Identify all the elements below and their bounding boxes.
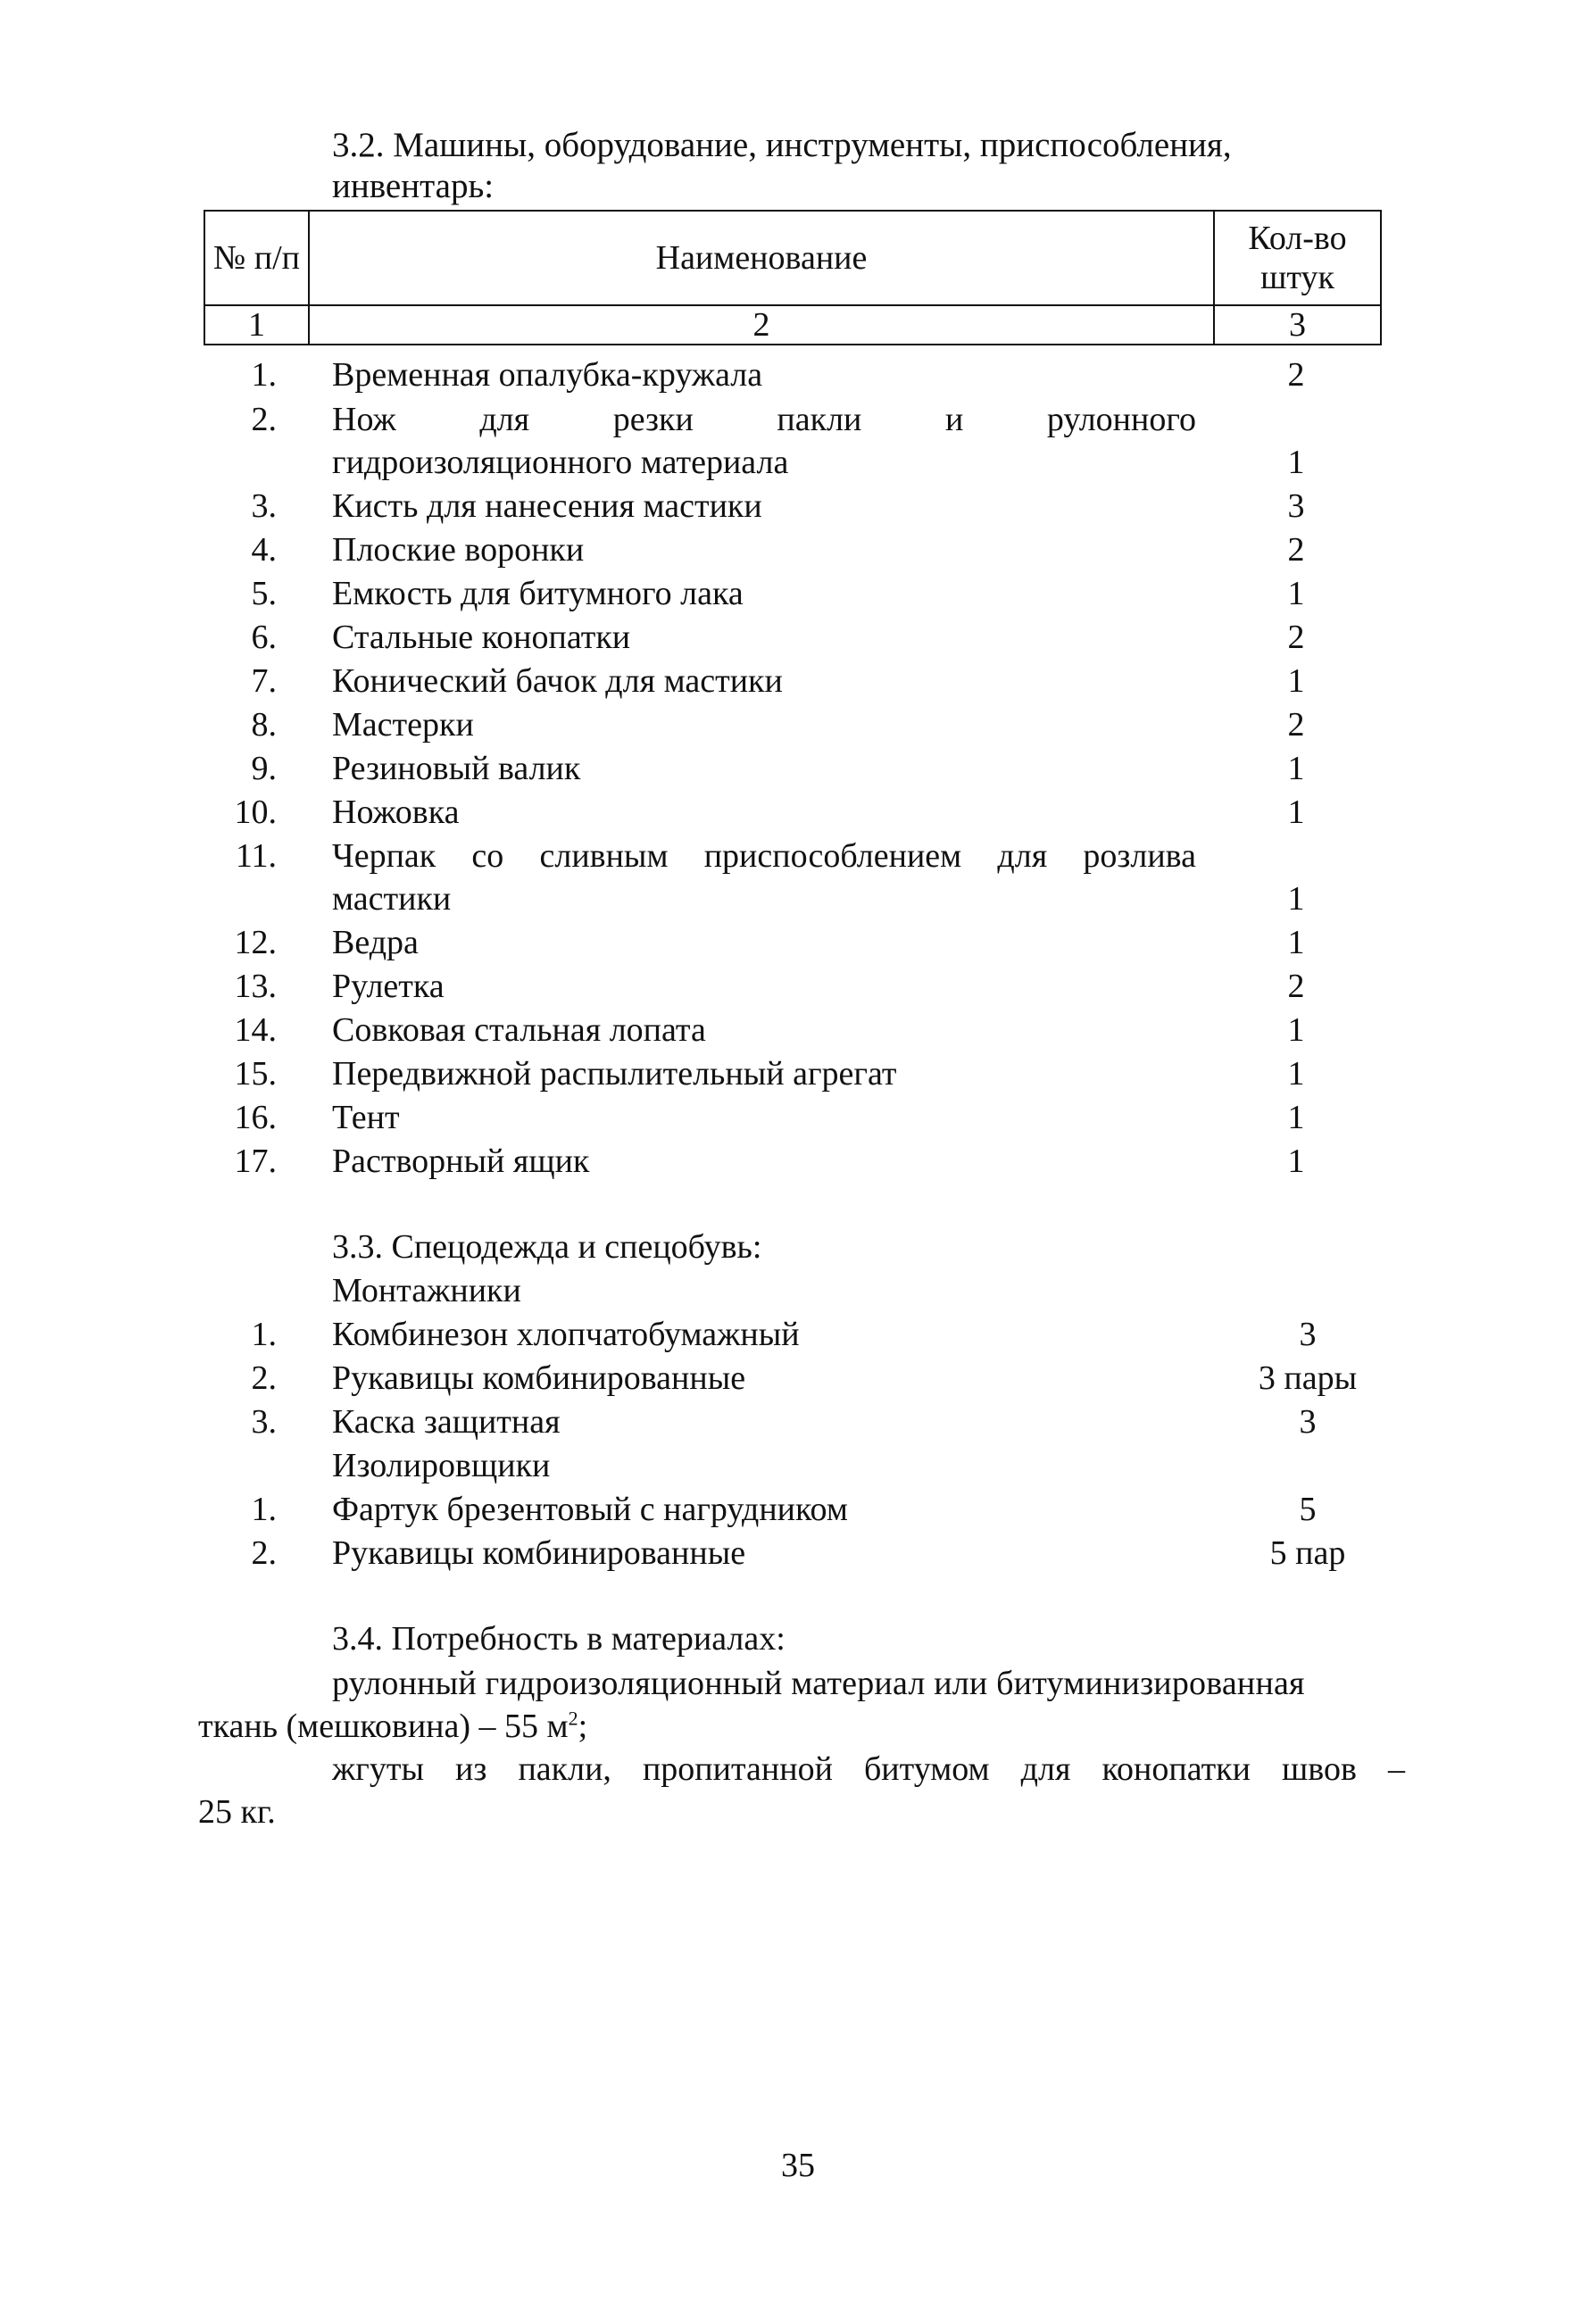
equipment-qty: 1 [1287, 444, 1305, 481]
header-index-2: 2 [309, 305, 1214, 345]
equipment-num: 1. [251, 356, 277, 394]
equipment-qty: 2 [1287, 706, 1305, 744]
equipment-qty: 3 [1287, 487, 1305, 525]
header-num: № п/п [204, 211, 309, 305]
word: пропитанной [642, 1750, 833, 1788]
word: резки [612, 401, 694, 438]
group-title: Изолировщики [332, 1447, 551, 1484]
word: пакли, [518, 1750, 611, 1788]
equipment-name: Тент [332, 1099, 400, 1136]
workwear-name: Фартук брезентовый с нагрудником [332, 1491, 848, 1528]
workwear-num: 2. [251, 1359, 277, 1397]
equipment-num: 2. [251, 401, 277, 438]
equipment-name: Стальные конопатки [332, 619, 631, 656]
materials-line-3 [332, 1748, 1405, 1791]
page-number: 35 [781, 2147, 815, 2184]
word: приспособлением [703, 837, 962, 875]
equipment-num: 15. [234, 1055, 277, 1093]
word: Черпак [332, 837, 436, 875]
word: и [944, 401, 964, 438]
equipment-name: Емкость для битумного лака [332, 575, 744, 612]
equipment-name-line2: гидроизоляционного материала [332, 444, 789, 481]
word: швов [1282, 1750, 1357, 1788]
equipment-num: 9. [251, 750, 277, 787]
workwear-qty: 3 пары [1258, 1359, 1358, 1397]
workwear-name: Рукавицы комбинированные [332, 1359, 746, 1397]
semicolon: ; [578, 1708, 588, 1745]
equipment-name: Рулетка [332, 968, 445, 1005]
equipment-table-header [204, 210, 1382, 345]
equipment-name-line1 [332, 398, 1196, 441]
workwear-qty: 3 [1299, 1316, 1317, 1353]
word: для [479, 401, 530, 438]
header-name: Наименование [309, 211, 1214, 305]
section-3-2-title [332, 125, 1359, 207]
equipment-num: 14. [234, 1011, 277, 1049]
equipment-qty: 2 [1287, 356, 1305, 394]
equipment-name: Кисть для нанесения мастики [332, 487, 762, 525]
equipment-qty: 1 [1287, 662, 1305, 700]
header-index-1: 1 [204, 305, 309, 345]
workwear-qty: 5 [1299, 1491, 1317, 1528]
header-qty: Кол-во штук [1214, 211, 1381, 305]
equipment-name: Плоские воронки [332, 531, 585, 569]
equipment-num: 11. [235, 837, 277, 875]
section-3-2-title-text: 3.2. Машины, оборудование, инструменты, приспособления, инвентарь: [332, 126, 1232, 205]
group-title: Монтажники [332, 1272, 521, 1309]
equipment-num: 17. [234, 1143, 277, 1180]
section-3-3-title: 3.3. Спецодежда и спецобувь: [332, 1228, 762, 1266]
equipment-name-line2: мастики [332, 880, 452, 918]
equipment-qty: 1 [1287, 794, 1305, 831]
equipment-num: 7. [251, 662, 277, 700]
equipment-name: Передвижной распылительный агрегат [332, 1055, 897, 1093]
equipment-num: 3. [251, 487, 277, 525]
equipment-num: 6. [251, 619, 277, 656]
materials-line-2 [198, 1705, 587, 1748]
workwear-qty: 3 [1299, 1403, 1317, 1441]
equipment-qty: 1 [1287, 924, 1305, 961]
equipment-name: Временная опалубка-кружала [332, 356, 763, 394]
equipment-qty: 1 [1287, 750, 1305, 787]
word: пакли [777, 401, 862, 438]
equipment-num: 8. [251, 706, 277, 744]
equipment-num: 13. [234, 968, 277, 1005]
equipment-name: Конический бачок для мастики [332, 662, 783, 700]
word: – [1387, 1750, 1405, 1788]
equipment-name: Ведра [332, 924, 419, 961]
workwear-name: Каска защитная [332, 1403, 561, 1441]
word: для [997, 837, 1048, 875]
equipment-name: Резиновый валик [332, 750, 581, 787]
word: битумом [863, 1750, 990, 1788]
materials-line-1: рулонный гидроизоляционный материал или битуминизированная [332, 1665, 1305, 1702]
equipment-qty: 2 [1287, 619, 1305, 656]
equipment-qty: 1 [1287, 1143, 1305, 1180]
section-3-4-title: 3.4. Потребность в материалах: [332, 1620, 786, 1658]
equipment-num: 10. [234, 794, 277, 831]
workwear-num: 1. [251, 1491, 277, 1528]
materials-line-2-text: ткань (мешковина) – 55 м [198, 1708, 569, 1745]
equipment-qty: 1 [1287, 1011, 1305, 1049]
word: розлива [1083, 837, 1196, 875]
equipment-num: 16. [234, 1099, 277, 1136]
workwear-num: 2. [251, 1534, 277, 1572]
equipment-qty: 1 [1287, 880, 1305, 918]
equipment-name: Растворный ящик [332, 1143, 590, 1180]
workwear-name: Комбинезон хлопчатобумажный [332, 1316, 800, 1353]
word: Нож [332, 401, 396, 438]
equipment-name-line1 [332, 835, 1196, 877]
workwear-name: Рукавицы комбинированные [332, 1534, 746, 1572]
equipment-qty: 2 [1287, 531, 1305, 569]
workwear-qty: 5 пар [1269, 1534, 1346, 1572]
equipment-qty: 2 [1287, 968, 1305, 1005]
workwear-num: 3. [251, 1403, 277, 1441]
word: сливным [539, 837, 669, 875]
word: рулонного [1046, 401, 1196, 438]
equipment-name: Ножовка [332, 794, 460, 831]
equipment-qty: 1 [1287, 575, 1305, 612]
superscript: 2 [568, 1707, 578, 1730]
workwear-num: 1. [251, 1316, 277, 1353]
equipment-num: 4. [251, 531, 277, 569]
word: со [471, 837, 504, 875]
word: жгуты [332, 1750, 424, 1788]
header-index-3: 3 [1214, 305, 1381, 345]
equipment-qty: 1 [1287, 1099, 1305, 1136]
equipment-name: Совковая стальная лопата [332, 1011, 706, 1049]
materials-line-4: 25 кг. [198, 1793, 276, 1831]
word: конопатки [1101, 1750, 1251, 1788]
word: для [1020, 1750, 1071, 1788]
equipment-name: Мастерки [332, 706, 474, 744]
equipment-num: 12. [234, 924, 277, 961]
equipment-qty: 1 [1287, 1055, 1305, 1093]
equipment-num: 5. [251, 575, 277, 612]
word: из [455, 1750, 487, 1788]
